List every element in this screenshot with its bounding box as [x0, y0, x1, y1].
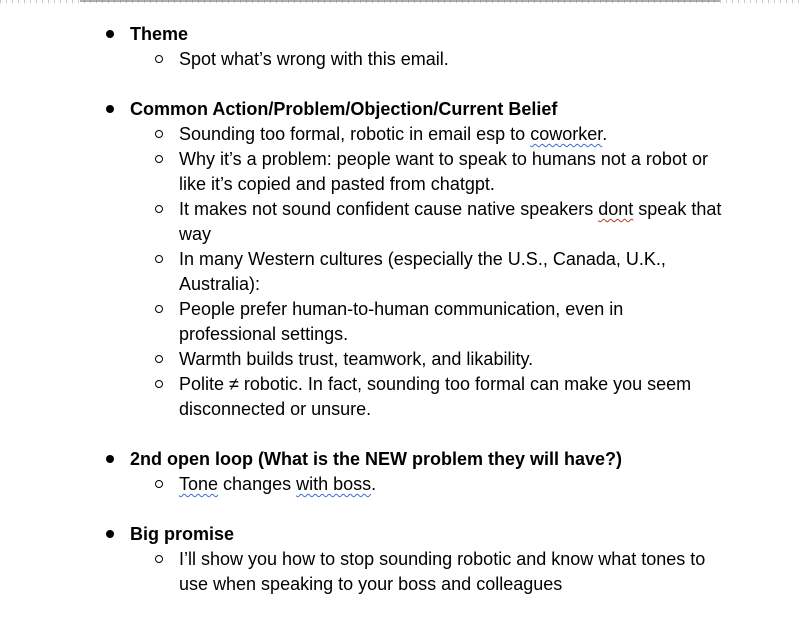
document-body: [0, 22, 800, 597]
hollow-bullet-icon: [155, 380, 163, 388]
item-text: Why it’s a problem: people want to speak to humans not a robot or like it’s copied and pasted from chatgpt.: [179, 149, 708, 194]
item-text: Tone changes with boss.: [179, 474, 377, 494]
heading-text: Theme: [130, 24, 189, 44]
sub-bullet-item: [0, 122, 724, 147]
bullet-heading: [0, 97, 800, 122]
grammar-flagged-word[interactable]: Tone: [179, 474, 219, 494]
sub-bullet-item: [0, 247, 724, 297]
item-text: In many Western cultures (especially the U.S., Canada, U.K., Australia):: [179, 249, 666, 294]
bullet-heading: [0, 22, 800, 47]
section-big-promise: [0, 522, 800, 597]
item-text: Polite ≠ robotic. In fact, sounding too formal can make you seem disconnected or unsure.: [179, 374, 692, 419]
hollow-bullet-icon: [155, 355, 163, 363]
bullet-heading: [0, 447, 800, 472]
sub-bullet-item: [0, 347, 724, 372]
hollow-bullet-icon: [155, 480, 163, 488]
hollow-bullet-icon: [155, 305, 163, 313]
item-text: It makes not sound confident cause native speakers dont speak that way: [179, 199, 722, 244]
section-current-belief: [0, 97, 800, 422]
sub-bullet-item: [0, 472, 724, 497]
sub-bullet-item: [0, 197, 724, 247]
hollow-bullet-icon: [155, 555, 163, 563]
hollow-bullet-icon: [155, 155, 163, 163]
item-text: I’ll show you how to stop sounding robotic and know what tones to use when speaking to your boss and colleagues: [179, 549, 706, 594]
hollow-bullet-icon: [155, 255, 163, 263]
heading-text: Big promise: [130, 524, 235, 544]
hollow-bullet-icon: [155, 55, 163, 63]
item-text: Sounding too formal, robotic in email esp to coworker.: [179, 124, 608, 144]
grammar-flagged-phrase[interactable]: with boss: [296, 474, 372, 494]
heading-text: 2nd open loop (What is the NEW problem they will have?): [130, 449, 623, 469]
filled-bullet-icon: [106, 105, 114, 113]
item-text: People prefer human-to-human communication, even in professional settings.: [179, 299, 624, 344]
spellcheck-flagged-word[interactable]: dont: [598, 199, 634, 219]
page-top-edge: [80, 0, 720, 2]
filled-bullet-icon: [106, 30, 114, 38]
sub-bullet-item: [0, 297, 724, 347]
hollow-bullet-icon: [155, 205, 163, 213]
filled-bullet-icon: [106, 455, 114, 463]
item-text: Warmth builds trust, teamwork, and likability.: [179, 349, 534, 369]
sub-bullet-item: [0, 547, 724, 597]
grammar-flagged-word[interactable]: coworker: [530, 124, 603, 144]
sub-bullet-item: [0, 47, 724, 72]
sub-bullet-item: [0, 372, 724, 422]
section-open-loop: [0, 447, 800, 497]
bullet-heading: [0, 522, 800, 547]
hollow-bullet-icon: [155, 130, 163, 138]
section-theme: [0, 22, 800, 72]
item-text: Spot what’s wrong with this email.: [179, 49, 449, 69]
sub-bullet-item: [0, 147, 724, 197]
filled-bullet-icon: [106, 530, 114, 538]
heading-text: Common Action/Problem/Objection/Current Belief: [130, 99, 558, 119]
